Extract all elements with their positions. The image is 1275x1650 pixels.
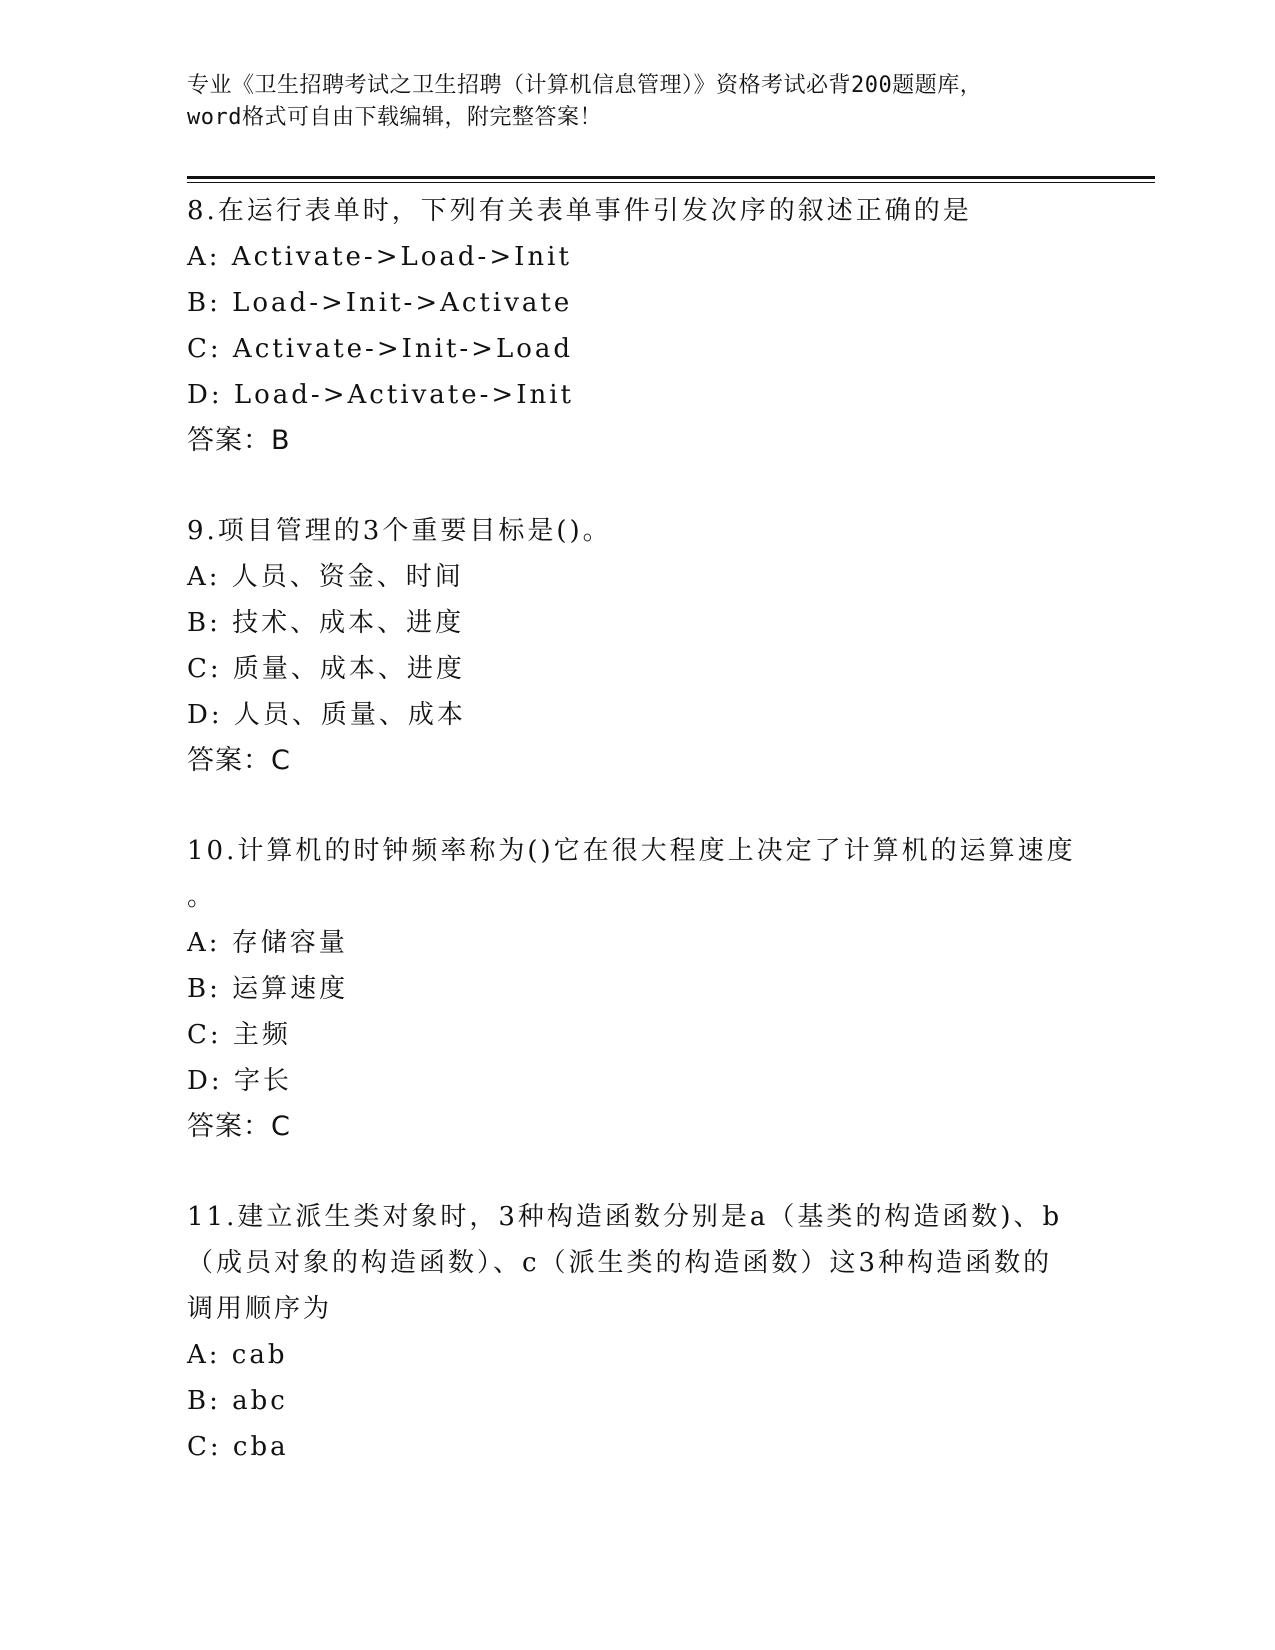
answer-text: 答案：C [187,1111,291,1142]
option-c: C: cba [187,1432,289,1462]
question-text-continued: 。 [187,882,217,912]
header-divider-thick [187,176,1155,179]
option-b: B: abc [187,1386,288,1416]
question-block [187,828,1087,1150]
question-text: 10.计算机的时钟频率称为()它在很大程度上决定了计算机的运算速度 [187,836,1076,866]
document-header [187,70,1087,134]
option-b: B: 技术、成本、进度 [187,608,465,638]
option-a: A: 存储容量 [187,928,348,958]
question-block [187,188,1087,464]
option-c: C: 主频 [187,1020,291,1050]
option-d: D: 人员、质量、成本 [187,700,466,730]
question-list [187,188,1087,1470]
option-a: A: Activate->Load->Init [187,242,572,272]
header-title-line-1: 专业《卫生招聘考试之卫生招聘（计算机信息管理）》资格考试必背200题题库， [187,73,983,98]
option-c: C: 质量、成本、进度 [187,654,465,684]
option-a: A: cab [187,1340,288,1370]
header-divider-thin [187,182,1155,183]
question-text-continued: （成员对象的构造函数）、c（派生类的构造函数）这3种构造函数的 [187,1248,1053,1278]
spacer [187,464,1087,508]
option-d: D: 字长 [187,1066,292,1096]
option-c: C: Activate->Init->Load [187,334,574,364]
option-a: A: 人员、资金、时间 [187,562,464,592]
question-text: 11.建立派生类对象时，3种构造函数分别是a（基类的构造函数)、b [187,1202,1063,1232]
question-text-continued: 调用顺序为 [187,1294,333,1324]
question-text: 9.项目管理的3个重要目标是()。 [187,516,612,546]
header-title-line-2: word格式可自由下载编辑，附完整答案！ [187,105,602,130]
spacer [187,1150,1087,1194]
answer-text: 答案：B [187,425,291,456]
option-d: D: Load->Activate->Init [187,380,574,410]
answer-text: 答案：C [187,745,291,776]
option-b: B: Load->Init->Activate [187,288,573,318]
spacer [187,784,1087,828]
question-block [187,1194,1087,1470]
question-block [187,508,1087,784]
option-b: B: 运算速度 [187,974,349,1004]
question-text: 8.在运行表单时，下列有关表单事件引发次序的叙述正确的是 [187,196,972,226]
